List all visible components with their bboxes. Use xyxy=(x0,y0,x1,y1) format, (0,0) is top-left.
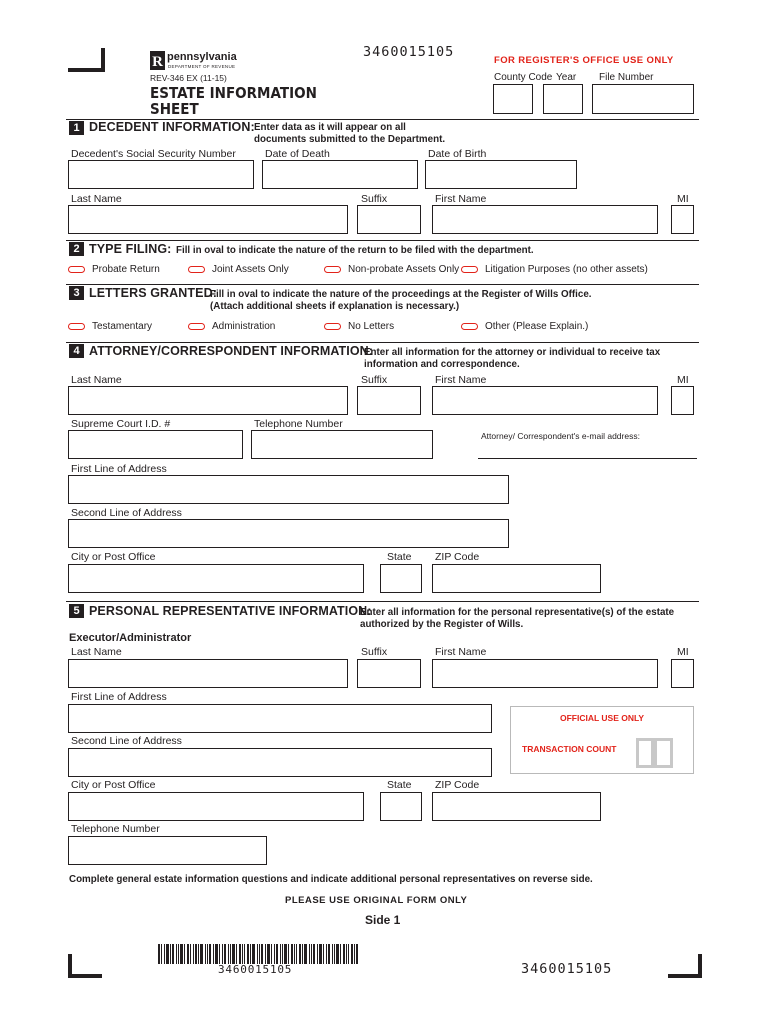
rep-state-input[interactable] xyxy=(380,792,422,821)
section3-rule xyxy=(66,284,699,285)
testamentary-oval[interactable] xyxy=(68,323,85,330)
corner-mark-bottom-right-h xyxy=(668,974,702,978)
dob-label: Date of Birth xyxy=(428,148,487,160)
rep-mi-label: MI xyxy=(677,646,689,658)
decedent-last-name-label: Last Name xyxy=(71,193,122,205)
litigation-label: Litigation Purposes (no other assets) xyxy=(485,264,648,275)
official-use-title: OFFICIAL USE ONLY xyxy=(560,713,645,723)
section4-title: ATTORNEY/CORRESPONDENT INFORMATION: xyxy=(89,344,374,358)
rep-address1-input[interactable] xyxy=(68,704,492,733)
section5-desc-line2: authorized by the Register of Wills. xyxy=(360,619,524,630)
other-oval[interactable] xyxy=(461,323,478,330)
administration-oval[interactable] xyxy=(188,323,205,330)
agency-dept: DEPARTMENT OF REVENUE xyxy=(168,64,236,69)
attorney-last-name-input[interactable] xyxy=(68,386,348,415)
rep-first-name-label: First Name xyxy=(435,646,487,658)
attorney-telephone-input[interactable] xyxy=(251,430,433,459)
rep-zip-input[interactable] xyxy=(432,792,601,821)
rep-telephone-input[interactable] xyxy=(68,836,267,865)
section4-desc-line1: Enter all information for the attorney or individual to receive tax xyxy=(364,347,661,358)
attorney-city-label: City or Post Office xyxy=(71,551,156,563)
attorney-mi-input[interactable] xyxy=(671,386,694,415)
section5-rule xyxy=(66,601,699,602)
decedent-suffix-label: Suffix xyxy=(361,193,388,205)
section2-title: TYPE FILING: xyxy=(89,242,172,256)
administration-label: Administration xyxy=(212,321,276,332)
section3-desc-line1: Fill in oval to indicate the nature of the proceedings at the Register of Wills Office. xyxy=(210,289,592,300)
attorney-address1-label: First Line of Address xyxy=(71,463,167,475)
ssn-input[interactable] xyxy=(68,160,254,189)
attorney-state-label: State xyxy=(387,551,412,563)
dob-input[interactable] xyxy=(425,160,577,189)
rep-first-name-input[interactable] xyxy=(432,659,658,688)
county-code-box[interactable] xyxy=(493,84,533,114)
executor-subhead: Executor/Administrator xyxy=(69,632,192,644)
form-code-top: 3460015105 xyxy=(363,44,455,60)
attorney-zip-input[interactable] xyxy=(432,564,601,593)
section1-number: 1 xyxy=(69,121,84,135)
rep-state-label: State xyxy=(387,779,412,791)
court-id-input[interactable] xyxy=(68,430,243,459)
attorney-address2-label: Second Line of Address xyxy=(71,507,182,519)
section2-rule xyxy=(66,240,699,241)
official-use-panel xyxy=(510,706,694,774)
attorney-city-input[interactable] xyxy=(68,564,364,593)
section5-title: PERSONAL REPRESENTATIVE INFORMATION: xyxy=(89,604,372,618)
form-title-line1: ESTATE INFORMATION xyxy=(150,84,317,102)
form-number: REV-346 EX (11-15) xyxy=(150,73,227,83)
section2-number: 2 xyxy=(69,242,84,256)
attorney-suffix-input[interactable] xyxy=(357,386,421,415)
non-probate-oval[interactable] xyxy=(324,266,341,273)
section4-rule xyxy=(66,342,699,343)
ssn-label: Decedent's Social Security Number xyxy=(71,148,236,160)
no-letters-label: No Letters xyxy=(348,321,395,332)
transaction-count-box-1 xyxy=(636,738,654,768)
year-box[interactable] xyxy=(543,84,583,114)
attorney-mi-label: MI xyxy=(677,374,689,386)
attorney-telephone-label: Telephone Number xyxy=(254,418,343,430)
decedent-last-name-input[interactable] xyxy=(68,205,348,234)
no-letters-oval[interactable] xyxy=(324,323,341,330)
rep-city-input[interactable] xyxy=(68,792,364,821)
agency-name: pennsylvania xyxy=(167,51,237,63)
side-label: Side 1 xyxy=(365,913,401,927)
rep-city-label: City or Post Office xyxy=(71,779,156,791)
section4-desc-line2: information and correspondence. xyxy=(364,359,520,370)
attorney-state-input[interactable] xyxy=(380,564,422,593)
other-label: Other (Please Explain.) xyxy=(485,321,589,332)
transaction-count-label: TRANSACTION COUNT xyxy=(522,744,617,754)
form-code-bottom: 3460015105 xyxy=(521,961,613,977)
section3-title: LETTERS GRANTED: xyxy=(89,286,217,300)
section3-desc-line2: (Attach additional sheets if explanation is necessary.) xyxy=(210,301,460,312)
section5-number: 5 xyxy=(69,604,84,618)
court-id-label: Supreme Court I.D. # xyxy=(71,418,171,430)
section1-title: DECEDENT INFORMATION: xyxy=(89,120,255,134)
file-number-label: File Number xyxy=(599,72,654,83)
decedent-suffix-input[interactable] xyxy=(357,205,421,234)
rep-address2-input[interactable] xyxy=(68,748,492,777)
original-form-notice: PLEASE USE ORIGINAL FORM ONLY xyxy=(285,895,468,906)
attorney-address2-input[interactable] xyxy=(68,519,509,548)
email-input-line[interactable] xyxy=(478,458,697,459)
file-number-box[interactable] xyxy=(592,84,694,114)
rep-address2-label: Second Line of Address xyxy=(71,735,182,747)
probate-return-label: Probate Return xyxy=(92,264,160,275)
decedent-first-name-label: First Name xyxy=(435,193,487,205)
litigation-oval[interactable] xyxy=(461,266,478,273)
office-use-title: FOR REGISTER'S OFFICE USE ONLY xyxy=(494,55,674,66)
rep-suffix-input[interactable] xyxy=(357,659,421,688)
rep-address1-label: First Line of Address xyxy=(71,691,167,703)
decedent-mi-label: MI xyxy=(677,193,689,205)
corner-mark-top-left-h xyxy=(68,68,105,72)
county-code-label: County Code xyxy=(494,72,553,83)
section1-desc-line2: documents submitted to the Department. xyxy=(254,134,446,145)
dod-label: Date of Death xyxy=(265,148,330,160)
rep-last-name-input[interactable] xyxy=(68,659,348,688)
attorney-address1-input[interactable] xyxy=(68,475,509,504)
svg-text:R: R xyxy=(152,54,163,70)
decedent-mi-input[interactable] xyxy=(671,205,694,234)
non-probate-label: Non-probate Assets Only xyxy=(348,264,460,275)
section2-desc: Fill in oval to indicate the nature of the return to be filed with the department. xyxy=(176,245,534,256)
rep-telephone-label: Telephone Number xyxy=(71,823,160,835)
corner-mark-bottom-left-h xyxy=(68,974,102,978)
barcode-number: 3460015105 xyxy=(218,963,293,976)
attorney-suffix-label: Suffix xyxy=(361,374,388,386)
section4-number: 4 xyxy=(69,344,84,358)
attorney-last-name-label: Last Name xyxy=(71,374,122,386)
attorney-zip-label: ZIP Code xyxy=(435,551,480,563)
probate-return-oval[interactable] xyxy=(68,266,85,273)
attorney-first-name-label: First Name xyxy=(435,374,487,386)
rep-mi-input[interactable] xyxy=(671,659,694,688)
rep-last-name-label: Last Name xyxy=(71,646,122,658)
year-label: Year xyxy=(556,72,577,83)
dod-input[interactable] xyxy=(262,160,418,189)
email-label: Attorney/ Correspondent's e-mail address: xyxy=(481,431,640,441)
decedent-first-name-input[interactable] xyxy=(432,205,658,234)
joint-assets-label: Joint Assets Only xyxy=(212,264,289,275)
attorney-first-name-input[interactable] xyxy=(432,386,658,415)
barcode xyxy=(158,944,358,964)
rep-suffix-label: Suffix xyxy=(361,646,388,658)
section5-desc-line1: Enter all information for the personal representative(s) of the estate xyxy=(360,607,675,618)
rep-zip-label: ZIP Code xyxy=(435,779,480,791)
form-title-line2: SHEET xyxy=(150,100,199,118)
testamentary-label: Testamentary xyxy=(92,321,153,332)
section1-desc-line1: Enter data as it will appear on all xyxy=(254,122,406,133)
pa-revenue-logo xyxy=(150,51,165,70)
footer-instruction: Complete general estate information questions and indicate additional personal representatives on reverse side. xyxy=(69,874,593,885)
transaction-count-box-2 xyxy=(654,738,673,768)
section3-number: 3 xyxy=(69,286,84,300)
joint-assets-oval[interactable] xyxy=(188,266,205,273)
